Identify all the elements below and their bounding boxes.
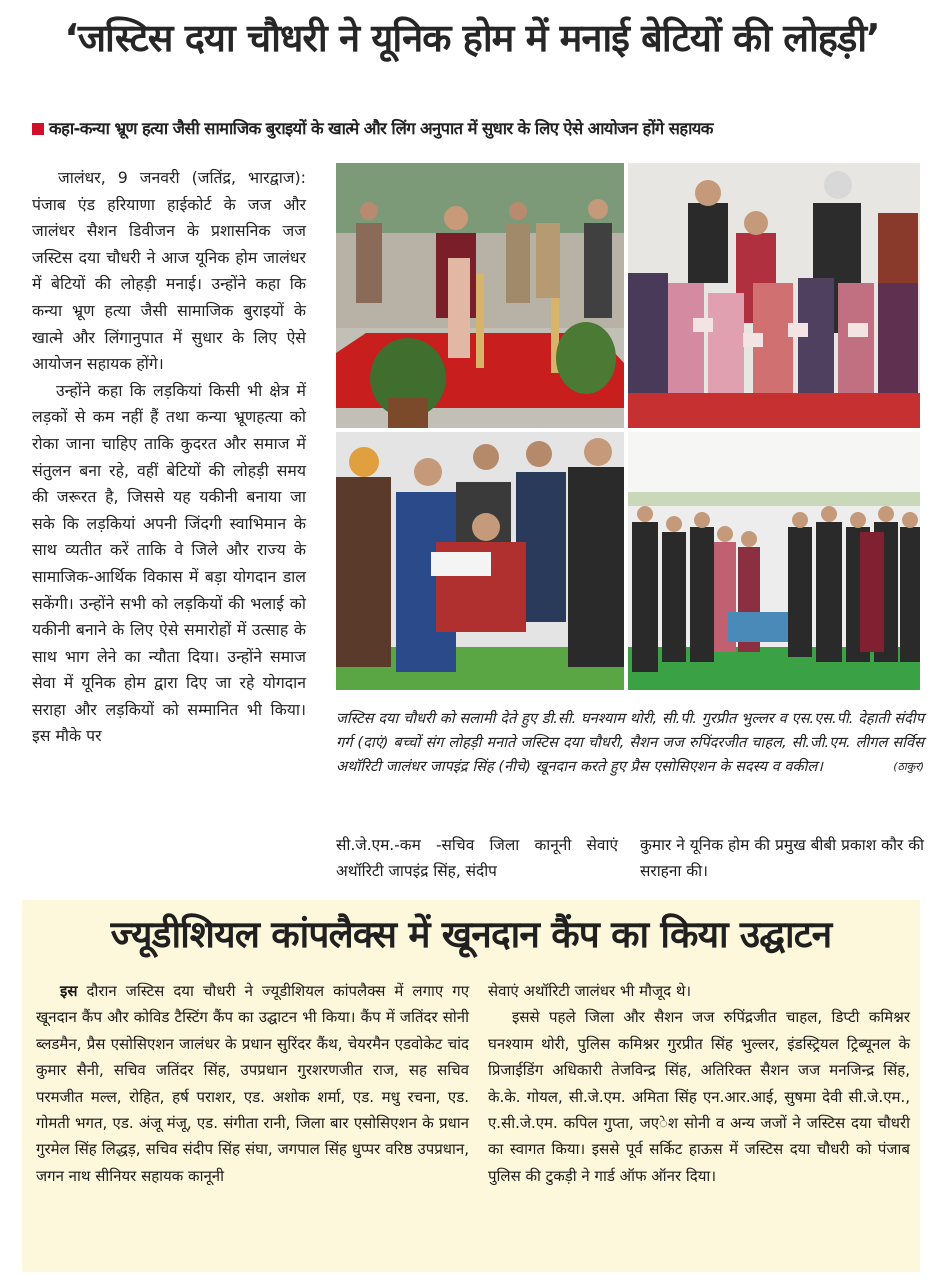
blood-camp-box [22,900,920,1272]
bullet-square-icon [32,123,44,135]
photo-children-lohri [628,163,920,428]
headline: ‘जस्टिस दया चौधरी ने यूनिक होम में मनाई बेटियों की लोहड़ी’ [64,16,880,60]
box-col2-para-b: इससे पहले जिला और सैशन जज रुपिंद्रजीत चाहल, डिप्टी कमिश्नर घनश्याम थोरी, पुलिस कमिश्नर गुरप्रीत सिंह भुल्लर, इंडस्ट्रियल ट्रिब्यूनल के प्रिजाईडिंग अधिकारी तेजविन्द्र सिंह, अतिरिक्त सैशन जज मनजिन्द्र सिंह, के.के. गोयल, सी.जे.एम. अमिता सिंह एन.आर.आई, सुषमा देवी सी.जे.एम., ए.सी.जे.एम. कपिल गुप्ता, जएेश सोनी व अन्य जजों ने जस्टिस दया चौधरी का स्वागत किया। इससे पूर्व सर्किट हाऊस में जस्टिस दया चौधरी को पंजाब पुलिस की टुकड़ी ने गार्ड ऑफ ऑनर दिया। [488,1008,910,1185]
box-col1-text: दौरान जस्टिस दया चौधरी ने ज्यूडीशियल कांपलैक्स में लगाए गए खूनदान कैंप और कोविड टैस्टिंग कैंप का उद्घाटन भी किया। कैंप में जतिंदर सोनी ब्लडमैन, प्रैस एसोसिएशन जालंधर के प्रधान सुरिंदर कैंथ, चेयरमैन एडवोकेट चांद कुमार सैनी, सचिव जतिंदर सिंह, उपप्रधान गुरशरणजीत राज, सह सचिव परमजीत मल्ल, रोहित, हर्ष पराशर, एड. अशोक शर्मा, एड. मधु रचना, एड. गोमती भगत, एड. अंजू मंजू, एड. संगीता रानी, जिला बार एसोसिएशन के प्रधान गुरमेल सिंह लिद्धड़, सचिव संदीप सिंह संघा, जगपाल सिंह धुप्पर वरिष्ठ उपप्रधान, जगन नाथ सीनियर सहायक कानूनी [36,982,469,1185]
photo-credit: (ठाकुर) [893,760,924,773]
article-continued-mid: सी.जे.एम.-कम -सचिव जिला कानूनी सेवाएं अथॉरिटी जापइंद्र सिंह, संदीप [336,836,618,880]
article-column-left [32,165,306,750]
photo-caption [336,707,924,779]
kicker [32,116,922,139]
photo-salute [336,163,624,428]
article-continued-right: कुमार ने यूनिक होम की प्रमुख बीबी प्रकाश कौर की सराहना की। [640,836,924,880]
article-paragraph-1: जालंधर, 9 जनवरी (जतिंद्र, भारद्वाज): पंजाब एंड हरियाणा हाईकोर्ट के जज और जालंधर सैशन डिवीजन के प्रशासनिक जज जस्टिस दया चौधरी ने आज यूनिक होम जालंधर में बेटियों की लोहड़ी मनाई। उन्होंने कहा कि कन्या भ्रूण हत्या जैसी सामाजिक बुराइयों के खात्मे और लिंगानुपात में सुधार के लिए ऐसे आयोजन सहायक होंगे। [32,168,306,374]
photo-group-hall [628,432,920,690]
box-col2-para-a: सेवाएं अथॉरिटी जालंधर भी मौजूद थे। [488,982,692,1000]
box-lead-word: इस [60,982,78,1000]
photo-blood-donation [336,432,624,690]
caption-text: जस्टिस दया चौधरी को सलामी देते हुए डी.सी. घनश्याम थोरी, सी.पी. गुरप्रीत भुल्लर व एस.एस.पी. देहाती संदीप गर्ग (दाएं) बच्चों संग लोहड़ी मनाते जस्टिस दया चौधरी, सैशन जज रुपिंदरजीत चाहल, सी.जी.एम. लीगल सर्विस अथॉरिटी जालंधर जापइंद्र सिंह (नीचे) खूनदान करते हुए प्रैस एसोसिएशन के सदस्य व वकील। [336,710,924,775]
article-paragraph-2: उन्होंने कहा कि लड़कियां किसी भी क्षेत्र में लड़कों से कम नहीं हैं तथा कन्या भ्रूणहत्या को रोका जाना चाहिए ताकि कुदरत और समाज में संतुलन बना रहे, वहीं बेटियों की लोहड़ी समय की जरूरत है, जिससे यह यकीनी बनाया जा सके कि लड़कियां अपनी जिंदगी स्वाभिमान के साथ व्यतीत करें ताकि वे जिले और राज्य के सामाजिक-आर्थिक विकास में बड़ा योगदान डाल सकेंगी। उन्होंने सभी को लड़कियों की भलाई को यकीनी बनाने के लिए ऐसे समारोहों में उत्साह के साथ भाग लेने का न्यौता दिया। उन्होंने समाज सेवा में यूनिक होम द्वारा दिए जा रहे योगदान सराहा और लड़कियों को सम्मानित भी किया। इस मौके पर [32,380,306,746]
kicker-text: कहा-कन्या भ्रूण हत्या जैसी सामाजिक बुराइयों के खात्मे और लिंग अनुपात में सुधार के लिए ऐसे आयोजन होंगे सहायक [49,119,713,138]
box-column-2 [488,978,910,1189]
box-column-1 [36,978,469,1189]
box-title: ज्यूडीशियल कांपलैक्स में खूनदान कैंप का किया उद्घाटन [110,913,832,956]
